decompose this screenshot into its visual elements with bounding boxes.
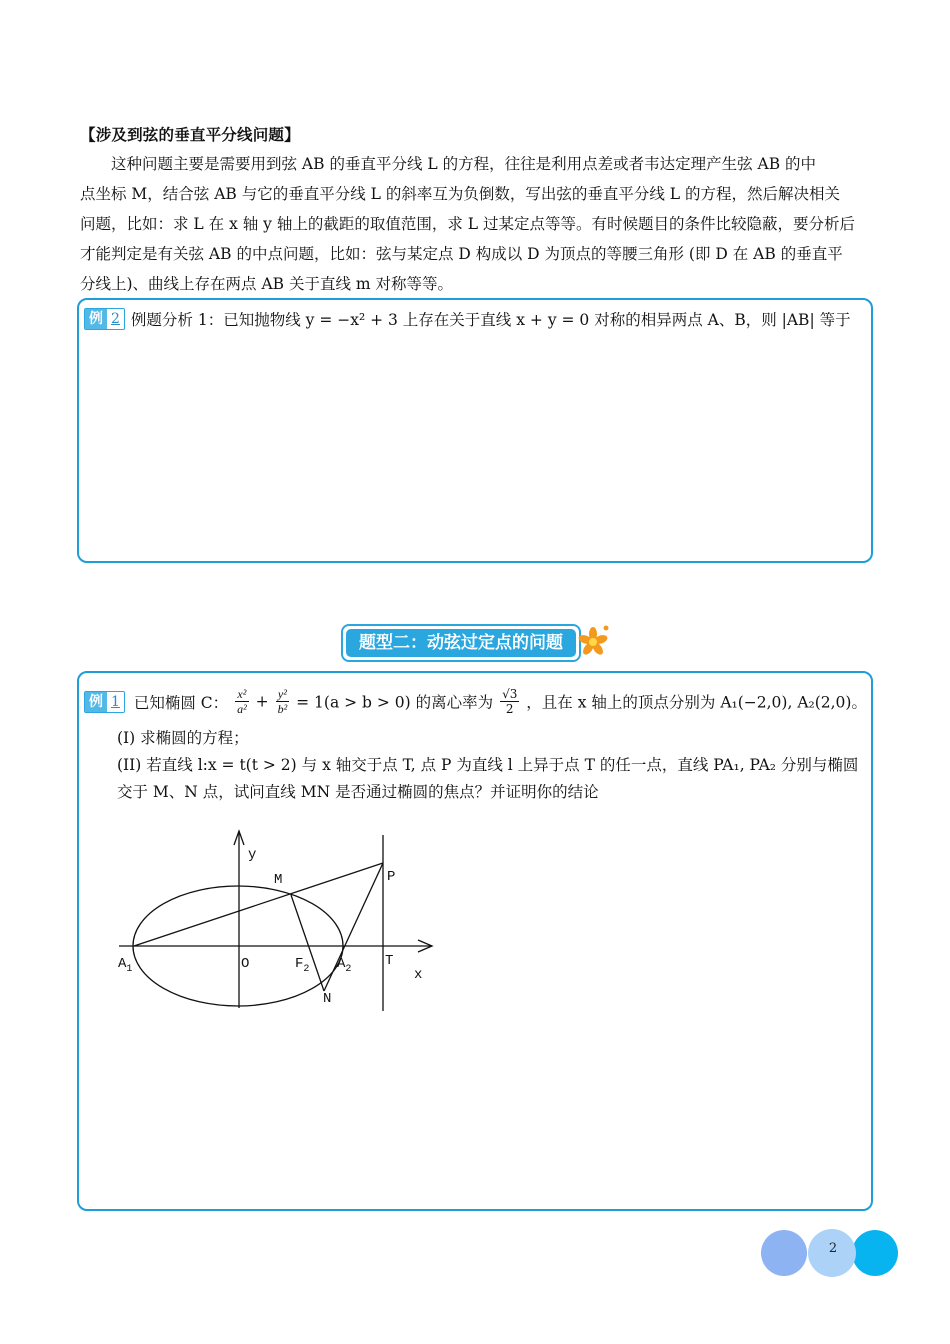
example-2-text: 例题分析 1：已知抛物线 y = −x² + 3 上存在关于直线 x + y = 0 对称的相异两点 A、B，则 |AB| 等于 [130, 311, 851, 329]
ellipse-figure [114, 823, 444, 1023]
example-1-box [77, 671, 873, 1211]
label-O: O [241, 956, 250, 972]
intro-paragraph [80, 149, 872, 299]
example-2-line [84, 308, 851, 330]
intro-line: 这种问题主要是需要用到弦 AB 的垂直平分线 L 的方程，往往是利用点差或者韦达定理产生弦 AB 的中 [111, 155, 817, 173]
label-A2: $A_2$ [337, 956, 352, 975]
statement-tail: ，且在 x 轴上的顶点分别为 A₁(−2,0), A₂(2,0)。 [526, 693, 867, 712]
example-2-badge: 例 2 [84, 308, 125, 330]
part-1: (I) 求椭圆的方程； [117, 729, 249, 747]
banner-title: 题型二：动弦过定点的问题 [346, 629, 576, 657]
example-1-statement [84, 687, 867, 716]
example-1-intro: 已知椭圆 C： [133, 693, 229, 712]
intro-line: 问题，比如：求 L 在 x 轴 y 轴上的截距的取值范围，求 L 过某定点等等。有时候题目的条件比较隐蔽，要分析后 [80, 215, 856, 233]
fraction-y2-b2: $\frac{\text{y²}}{\text{b²}}$ [277, 687, 288, 716]
label-y: y [248, 847, 257, 863]
intro-line: 才能判定是有关弦 AB 的中点问题，比如：弦与某定点 D 构成以 D 为顶点的等腰三角形 (即 D 在 AB 的垂直平 [80, 245, 843, 263]
label-N: N [323, 991, 332, 1007]
label-F2: $F_2$ [295, 956, 310, 975]
part-2-line-1: (II) 若直线 l:x = t(t > 2) 与 x 轴交于点 T, 点 P 为直线 l 上异于点 T 的任一点，直线 PA₁, PA₂ 分别与椭圆 [117, 756, 859, 774]
label-M: M [274, 872, 283, 888]
line-PA2 [324, 863, 383, 991]
flower-icon [578, 622, 612, 658]
fraction-x2-a2: $\frac{\text{x²}}{\text{a²}}$ [237, 687, 247, 716]
intro-line: 点坐标 M，结合弦 AB 与它的垂直平分线 L 的斜率互为负倒数，写出弦的垂直平分线 L 的方程，然后解决相关 [80, 185, 841, 203]
label-T: T [385, 953, 394, 969]
section-title: 【涉及到弦的垂直平分线问题】 [80, 125, 300, 144]
label-A1: $A_1$ [118, 956, 133, 975]
section-banner [341, 624, 581, 662]
label-P: P [387, 869, 396, 885]
intro-line: 分线上)、曲线上存在两点 AB 关于直线 m 对称等等。 [80, 275, 454, 293]
line-PA1 [134, 863, 383, 946]
plus-sign: + [255, 692, 269, 711]
example-1-badge: 例 1 [84, 691, 125, 713]
label-x: x [414, 967, 423, 983]
example-1-parts [117, 725, 873, 806]
line-MN [291, 895, 324, 991]
equation-rest: = 1(a > b > 0) 的离心率为 [296, 693, 494, 712]
example-2-box [77, 298, 873, 563]
part-2-line-2: 交于 M、N 点，试问直线 MN 是否通过椭圆的焦点？并证明你的结论 [117, 783, 599, 801]
fraction-eccentricity: $\frac{√3}{2}$ [502, 687, 518, 716]
page-number: 2 [828, 1241, 838, 1256]
